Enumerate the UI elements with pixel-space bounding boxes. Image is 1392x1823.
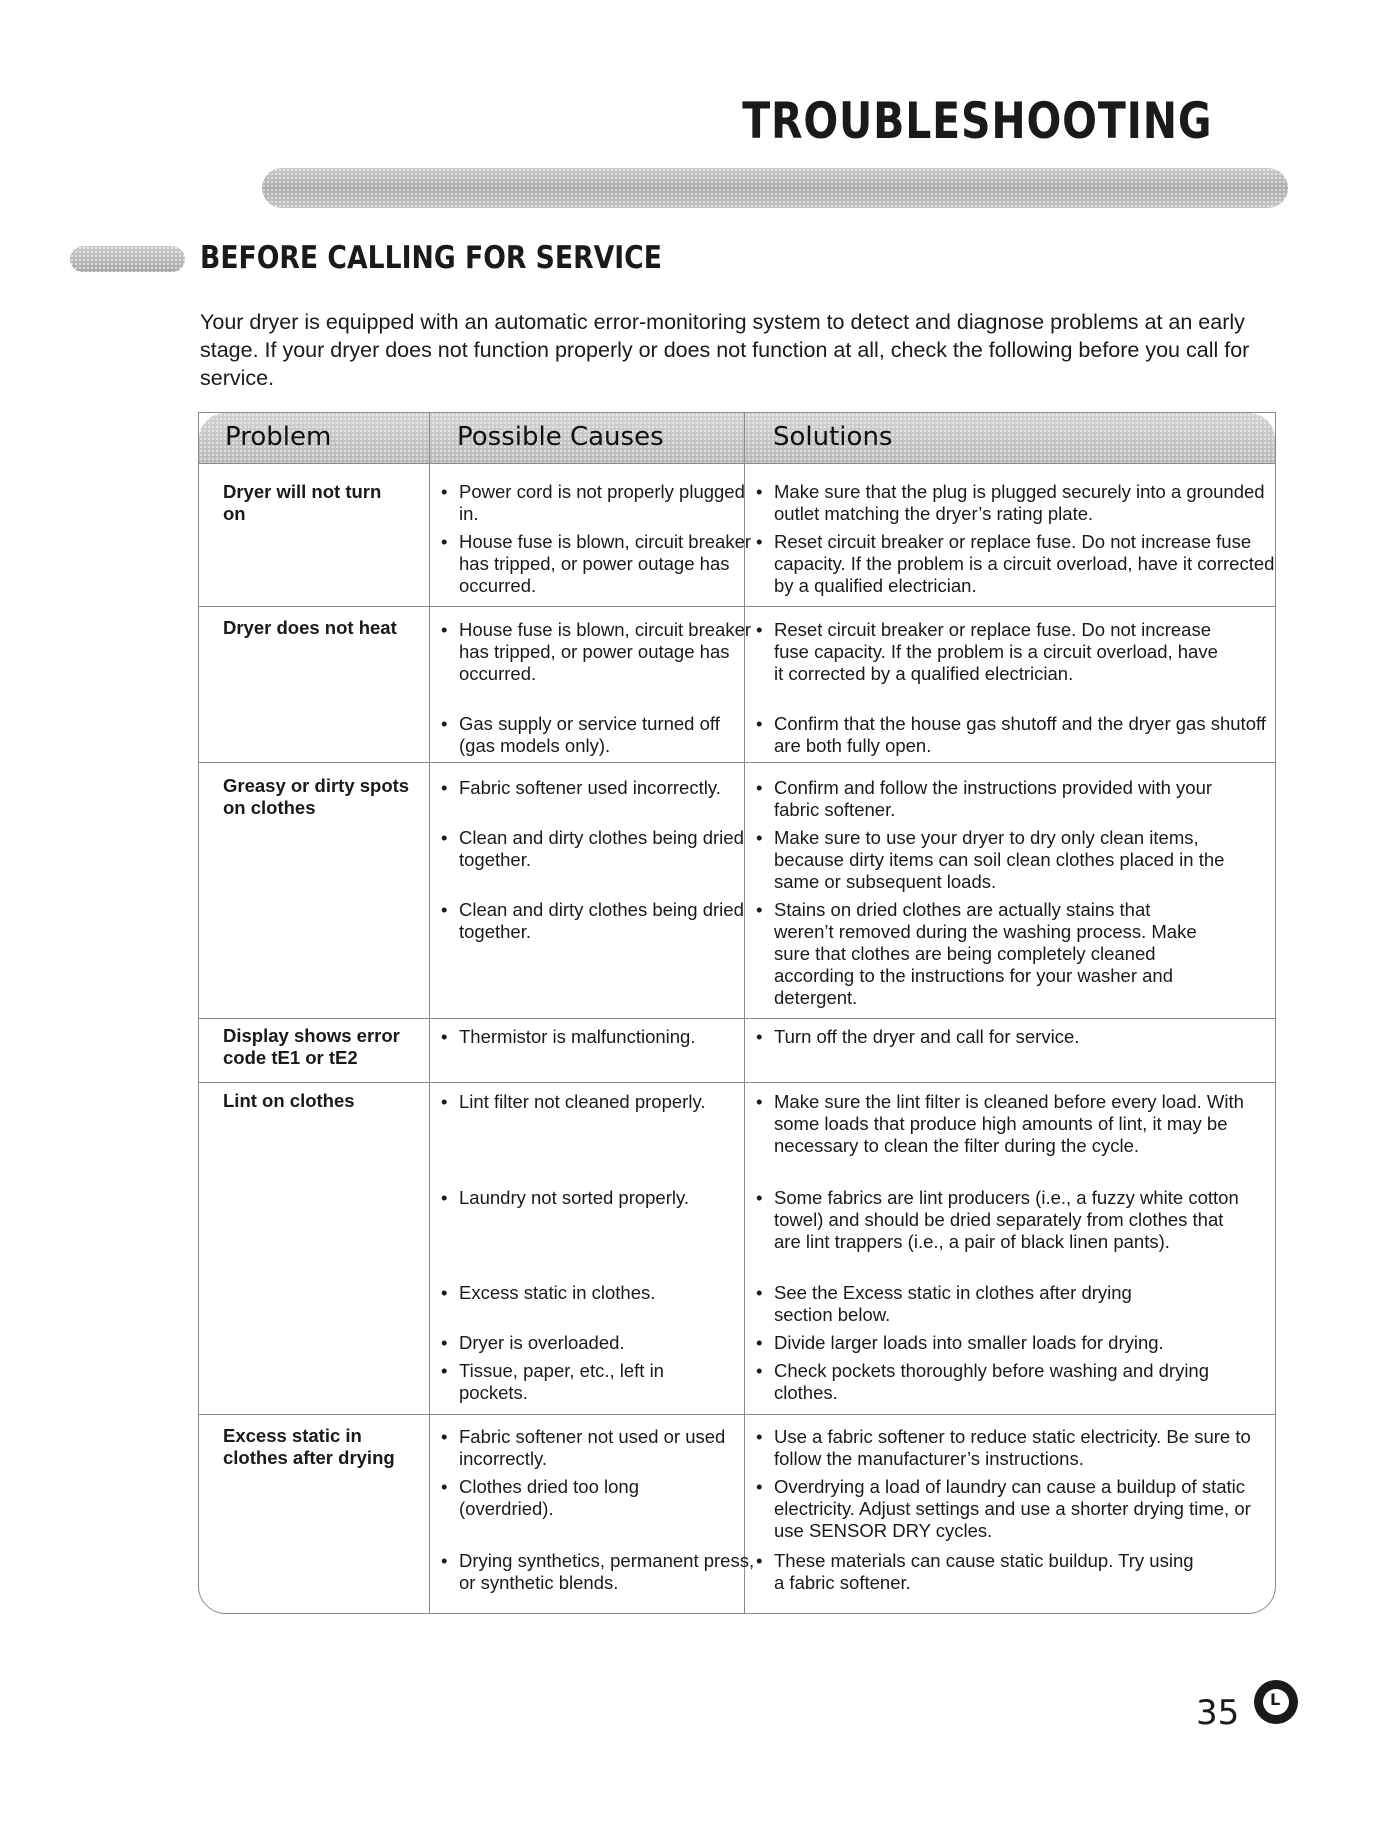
row-divider	[199, 606, 1275, 607]
problem-lint-on-clothes: Lint on clothes	[223, 1090, 355, 1111]
cause-item: • Clean and dirty clothes being dried together.	[435, 899, 759, 943]
solution-item: • Reset circuit breaker or replace fuse. Do not increase fuse capacity. If the problem is a circuit overload, have it corrected by a qualified electrician.	[750, 619, 1224, 685]
cause-item: • Dryer is overloaded.	[435, 1332, 759, 1354]
row-divider	[199, 1414, 1275, 1415]
header-problem: Problem	[225, 422, 332, 452]
cause-item: • House fuse is blown, circuit breaker has tripped, or power outage has occurred.	[435, 531, 759, 597]
header-possible-causes: Possible Causes	[457, 422, 664, 452]
cause-item: • Tissue, paper, etc., left in pockets.	[435, 1360, 699, 1404]
cause-item: • Clean and dirty clothes being dried together.	[435, 827, 759, 871]
troubleshooting-table	[198, 412, 1276, 1614]
solution-item: • Confirm that the house gas shutoff and the dryer gas shutoff are both fully open.	[750, 713, 1276, 757]
cause-item: • Lint filter not cleaned properly.	[435, 1091, 759, 1113]
solution-item: • Make sure that the plug is plugged securely into a grounded outlet matching the dryer’s rating plate.	[750, 481, 1276, 525]
solution-item: • Use a fabric softener to reduce static electricity. Be sure to follow the manufacturer’s instructions.	[750, 1426, 1276, 1470]
problem-greasy-or-dirty-spots: Greasy or dirty spots on clothes	[223, 775, 410, 818]
solution-item: • These materials can cause static buildup. Try using a fabric softener.	[750, 1550, 1204, 1594]
cause-item: • Clothes dried too long (overdried).	[435, 1476, 699, 1520]
solution-item: • Overdrying a load of laundry can cause a buildup of static electricity. Adjust settings and use a shorter drying time, or use SENSOR DRY cycles.	[750, 1476, 1254, 1542]
intro-paragraph: Your dryer is equipped with an automatic error-monitoring system to detect and diagnose problems at an early stage. If your dryer does not function properly or does not function at all, check the following before you call for service.	[200, 310, 1250, 390]
table-header	[199, 413, 1275, 463]
problem-dryer-does-not-heat: Dryer does not heat	[223, 617, 397, 638]
solution-item: • Turn off the dryer and call for service.	[750, 1026, 1276, 1048]
solution-item: • Check pockets thoroughly before washing and drying clothes.	[750, 1360, 1214, 1404]
column-divider	[429, 413, 430, 1613]
cause-item: • Laundry not sorted properly.	[435, 1187, 759, 1209]
solution-item: • Stains on dried clothes are actually stains that weren’t removed during the washing process. Make sure that clothes are being completely cleaned according to the instructions for your washer and detergent.	[750, 899, 1214, 1009]
problem-dryer-will-not-turn-on: Dryer will not turn on	[223, 481, 382, 524]
lg-logo	[1254, 1680, 1298, 1724]
solution-item: • Make sure the lint filter is cleaned before every load. With some loads that produce high amounts of lint, it may be necessary to clean the filter during the cycle.	[750, 1091, 1244, 1157]
row-divider	[199, 463, 1275, 464]
title-decoration-bar	[262, 168, 1288, 208]
section-title: BEFORE CALLING FOR SERVICE	[200, 240, 662, 276]
page-title: TROUBLESHOOTING	[741, 92, 1212, 150]
solution-item: • Make sure to use your dryer to dry only clean items, because dirty items can soil clean clothes placed in the same or subsequent loads.	[750, 827, 1234, 893]
solution-item: • Confirm and follow the instructions provided with your fabric softener.	[750, 777, 1254, 821]
solution-item: • See the Excess static in clothes after drying section below.	[750, 1282, 1194, 1326]
cause-item: • Drying synthetics, permanent press, or synthetic blends.	[435, 1550, 759, 1594]
lg-logo-letter: L	[1270, 1690, 1281, 1709]
problem-excess-static: Excess static in clothes after drying	[223, 1425, 395, 1468]
cause-item: • Fabric softener not used or used incorrectly.	[435, 1426, 739, 1470]
cause-item: • Excess static in clothes.	[435, 1282, 759, 1304]
cause-item: • Fabric softener used incorrectly.	[435, 777, 759, 799]
row-divider	[199, 762, 1275, 763]
cause-item: • Thermistor is malfunctioning.	[435, 1026, 759, 1048]
cause-item: • Gas supply or service turned off (gas models only).	[435, 713, 759, 757]
section-marker-pill	[70, 246, 185, 272]
row-divider	[199, 1082, 1275, 1083]
row-divider	[199, 1018, 1275, 1019]
header-solutions: Solutions	[773, 422, 893, 452]
cause-item: • House fuse is blown, circuit breaker has tripped, or power outage has occurred.	[435, 619, 759, 685]
problem-display-shows-error-code: Display shows error code tE1 or tE2	[223, 1025, 400, 1068]
solution-item: • Some fabrics are lint producers (i.e., a fuzzy white cotton towel) and should be dried separately from clothes that are lint trappers (i.e., a pair of black linen pants).	[750, 1187, 1239, 1253]
cause-item: • Power cord is not properly plugged in.	[435, 481, 759, 525]
page-number: 35	[1196, 1693, 1240, 1733]
solution-item: • Reset circuit breaker or replace fuse. Do not increase fuse capacity. If the problem is a circuit overload, have it corrected by a qualified electrician.	[750, 531, 1276, 597]
solution-item: • Divide larger loads into smaller loads for drying.	[750, 1332, 1276, 1354]
